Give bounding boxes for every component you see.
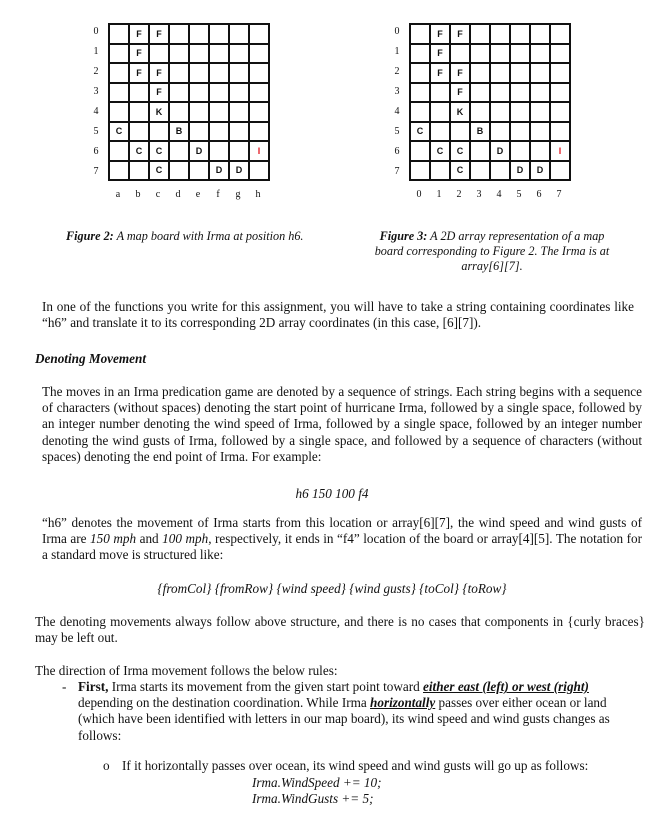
board-cell <box>430 102 450 122</box>
board-cell <box>109 24 129 44</box>
h6-text2: and <box>136 531 163 547</box>
board-cell <box>530 63 550 83</box>
board-cell <box>470 83 490 103</box>
figure2-label: Figure 2: <box>66 229 114 243</box>
figure3-text1: A 2D array representation of a map <box>427 229 605 243</box>
board-cell <box>410 161 430 181</box>
board-cell <box>209 44 229 64</box>
section-heading-movement: Denoting Movement <box>35 351 146 366</box>
board-cell <box>470 63 490 83</box>
board-cell <box>249 44 269 64</box>
board-cell <box>470 161 490 181</box>
board-cell: B <box>470 122 490 142</box>
board-cell: I <box>249 141 269 161</box>
col-label: e <box>195 189 201 200</box>
row-label: 4 <box>93 106 99 117</box>
board-cell <box>249 161 269 181</box>
board-cell <box>149 44 169 64</box>
board-cell <box>189 122 209 142</box>
board-cell: C <box>450 161 470 181</box>
board-cell: D <box>510 161 530 181</box>
figure2-caption <box>66 229 326 244</box>
board-cell <box>530 44 550 64</box>
wind-speed-value: 150 mph <box>90 531 137 547</box>
col-label: c <box>155 189 161 200</box>
board-cell <box>129 102 149 122</box>
board-cell <box>430 122 450 142</box>
board-cell <box>530 83 550 103</box>
board-cell <box>189 161 209 181</box>
board-cell <box>510 122 530 142</box>
row-label: 1 <box>93 46 99 57</box>
row-label: 1 <box>394 46 400 57</box>
board-cell <box>109 44 129 64</box>
direction-intro: The direction of Irma movement follows the below rules: <box>35 663 338 678</box>
board-cell <box>510 24 530 44</box>
board-cell: K <box>450 102 470 122</box>
board-cell <box>410 63 430 83</box>
board-cell: B <box>169 122 189 142</box>
board-cell: K <box>149 102 169 122</box>
board-cell <box>530 102 550 122</box>
board-cell <box>490 24 510 44</box>
structure-paragraph: The denoting movements always follow above structure, and there is no cases that components in {curly braces} may be left out. <box>35 614 645 646</box>
move-notation: {fromCol} {fromRow} {wind speed} {wind gusts} {toCol} {toRow} <box>157 581 507 596</box>
bullet1-text2: depending on the destination coordination. While Irma <box>78 695 371 711</box>
board-cell: C <box>410 122 430 142</box>
row-label: 5 <box>394 126 400 137</box>
board-cell <box>550 161 570 181</box>
intro-paragraph: In one of the functions you write for this assignment, you will have to take a string containing coordinates like “h6” and translate it to its corresponding 2D array coordinates (in this case, [6][7]). <box>42 299 634 331</box>
board-cell <box>169 44 189 64</box>
board-cell: F <box>450 63 470 83</box>
board-cell <box>430 161 450 181</box>
col-label: g <box>235 189 241 200</box>
board-cell <box>550 24 570 44</box>
board2-grid <box>409 23 571 181</box>
board-cell <box>169 161 189 181</box>
board-cell <box>249 102 269 122</box>
board-cell <box>490 44 510 64</box>
board-cell <box>470 24 490 44</box>
bullet-first-rule <box>78 679 640 744</box>
board-cell <box>490 63 510 83</box>
board-cell: F <box>149 63 169 83</box>
board-cell <box>109 161 129 181</box>
board-cell: F <box>149 24 169 44</box>
board-cell: F <box>450 24 470 44</box>
board-cell <box>550 44 570 64</box>
board-cell <box>189 102 209 122</box>
board-cell <box>490 122 510 142</box>
row-label: 6 <box>394 146 400 157</box>
board-cell <box>530 122 550 142</box>
board-cell: D <box>209 161 229 181</box>
board-cell <box>169 83 189 103</box>
col-label: d <box>175 189 181 200</box>
board-cell: F <box>450 83 470 103</box>
board1-grid <box>108 23 270 181</box>
board-cell <box>410 102 430 122</box>
board-cell <box>169 63 189 83</box>
board-cell <box>129 161 149 181</box>
row-label: 6 <box>93 146 99 157</box>
board-cell: D <box>490 141 510 161</box>
board-cell <box>550 102 570 122</box>
board-cell <box>229 102 249 122</box>
h6-paragraph <box>42 515 642 564</box>
board-cell <box>510 141 530 161</box>
board-cell <box>109 63 129 83</box>
board-cell <box>229 24 249 44</box>
board-cell <box>550 83 570 103</box>
board-cell <box>510 102 530 122</box>
figure3-line3: array[6][7]. <box>461 259 523 273</box>
board-cell <box>109 102 129 122</box>
board-cell <box>410 24 430 44</box>
board-cell <box>510 63 530 83</box>
row-label: 7 <box>93 166 99 177</box>
board-cell <box>550 63 570 83</box>
board-cell <box>410 83 430 103</box>
board-cell <box>470 102 490 122</box>
map-board-letters <box>88 23 288 213</box>
board-cell <box>229 63 249 83</box>
board-cell: D <box>189 141 209 161</box>
board-cell <box>249 63 269 83</box>
board-cell <box>169 141 189 161</box>
board-cell <box>550 122 570 142</box>
col-label: 0 <box>416 189 422 200</box>
board-cell: F <box>129 44 149 64</box>
code-windspeed: Irma.WindSpeed += 10; <box>252 775 382 790</box>
row-label: 5 <box>93 126 99 137</box>
moves-paragraph: The moves in an Irma predication game are denoted by a sequence of strings. Each string begins with a sequence of characters (without spaces) denoting the start point of hurricane Irma, followed by a single space, followed by an integer number denoting the wind speed of Irma, followed by a single space, followed by an integer number denoting the wind gusts of Irma, followed by a single space, and followed by a sequence of characters (without spaces) denoting the end point of Irma. For example: <box>42 384 642 464</box>
figure3-label: Figure 3: <box>379 229 428 243</box>
board-cell <box>189 44 209 64</box>
board-cell: F <box>129 63 149 83</box>
code-windgusts: Irma.WindGusts += 5; <box>252 791 374 806</box>
board-cell <box>189 24 209 44</box>
board-cell <box>450 44 470 64</box>
col-label: a <box>115 189 121 200</box>
board-cell <box>249 24 269 44</box>
board-cell <box>109 83 129 103</box>
board-cell: C <box>450 141 470 161</box>
board-cell <box>209 83 229 103</box>
h6-text1: “h6” denotes the movement of Irma starts from this location or array[6][7], the wind speed and wind gusts of Irma are <box>42 515 642 547</box>
board-cell <box>229 83 249 103</box>
board-cell: F <box>129 24 149 44</box>
board-cell: C <box>430 141 450 161</box>
board-cell <box>470 44 490 64</box>
row-label: 2 <box>93 66 99 77</box>
board-cell: D <box>530 161 550 181</box>
board-cell <box>209 63 229 83</box>
board-cell <box>249 122 269 142</box>
board-cell <box>169 24 189 44</box>
direction-emphasis: either east (left) or west (right) <box>423 679 589 694</box>
board-cell <box>430 83 450 103</box>
wind-gusts-value: 100 mph <box>162 531 209 547</box>
row-label: 7 <box>394 166 400 177</box>
board1-col-labels <box>108 189 268 200</box>
board-cell <box>209 24 229 44</box>
board-cell <box>229 141 249 161</box>
figure3-caption <box>362 229 622 274</box>
board-cell <box>490 102 510 122</box>
board-cell: F <box>430 44 450 64</box>
col-label: 3 <box>476 189 482 200</box>
row-label: 3 <box>394 86 400 97</box>
example-move: h6 150 100 f4 <box>295 486 369 501</box>
board-cell: C <box>109 122 129 142</box>
board-cell <box>209 102 229 122</box>
board-cell <box>410 141 430 161</box>
col-label: f <box>216 189 220 200</box>
row-label: 0 <box>394 26 400 37</box>
row-label: 3 <box>93 86 99 97</box>
board-cell <box>209 141 229 161</box>
map-board-array <box>389 23 589 213</box>
bullet1-text1: Irma starts its movement from the given start point toward <box>108 679 424 694</box>
col-label: 1 <box>436 189 442 200</box>
board2-col-labels <box>409 189 569 200</box>
board-cell <box>209 122 229 142</box>
sub-bullet-marker: o <box>103 758 110 773</box>
board-cell <box>470 141 490 161</box>
board-cell <box>169 102 189 122</box>
col-label: 7 <box>556 189 562 200</box>
board-cell: F <box>430 24 450 44</box>
row-label: 0 <box>93 26 99 37</box>
board-cell <box>530 24 550 44</box>
board-cell: C <box>149 141 169 161</box>
board-cell <box>249 83 269 103</box>
board-cell <box>510 83 530 103</box>
board-cell <box>410 44 430 64</box>
figure3-line2: board corresponding to Figure 2. The Irma is at <box>374 244 610 258</box>
figure2-text: A map board with Irma at position h6. <box>113 229 304 243</box>
board-cell <box>129 122 149 142</box>
board-cell <box>490 83 510 103</box>
col-label: 2 <box>456 189 462 200</box>
row-label: 2 <box>394 66 400 77</box>
board-cell <box>530 141 550 161</box>
h6-text3: , respectively, it ends in “f4” location of the board or array[4][5]. The notation for a standard move is structured like: <box>42 531 643 563</box>
row-label: 4 <box>394 106 400 117</box>
col-label: 5 <box>516 189 522 200</box>
board-cell: C <box>129 141 149 161</box>
first-label: First, <box>78 679 109 694</box>
board-cell: F <box>430 63 450 83</box>
board-cell <box>510 44 530 64</box>
board-cell <box>109 141 129 161</box>
board-cell: C <box>149 161 169 181</box>
horizontally-emphasis: horizontally <box>370 695 436 711</box>
col-label: b <box>135 189 141 200</box>
bullet1-text3: passes over either ocean or land (which have been identified with letters in our map board), its wind speed and wind gusts changes as follows: <box>78 695 610 743</box>
board-cell <box>229 44 249 64</box>
col-label: 4 <box>496 189 502 200</box>
board-cell: I <box>550 141 570 161</box>
board-cell <box>490 161 510 181</box>
board-cell <box>229 122 249 142</box>
board-cell <box>189 63 209 83</box>
board-cell <box>189 83 209 103</box>
col-label: 6 <box>536 189 542 200</box>
col-label: h <box>255 189 261 200</box>
board-cell <box>149 122 169 142</box>
board-cell <box>129 83 149 103</box>
sub-bullet-ocean-rule: If it horizontally passes over ocean, its wind speed and wind gusts will go up as follows: <box>122 758 589 773</box>
board-cell <box>450 122 470 142</box>
board-cell: F <box>149 83 169 103</box>
board-cell: D <box>229 161 249 181</box>
bullet-marker-dash: - <box>62 679 67 694</box>
